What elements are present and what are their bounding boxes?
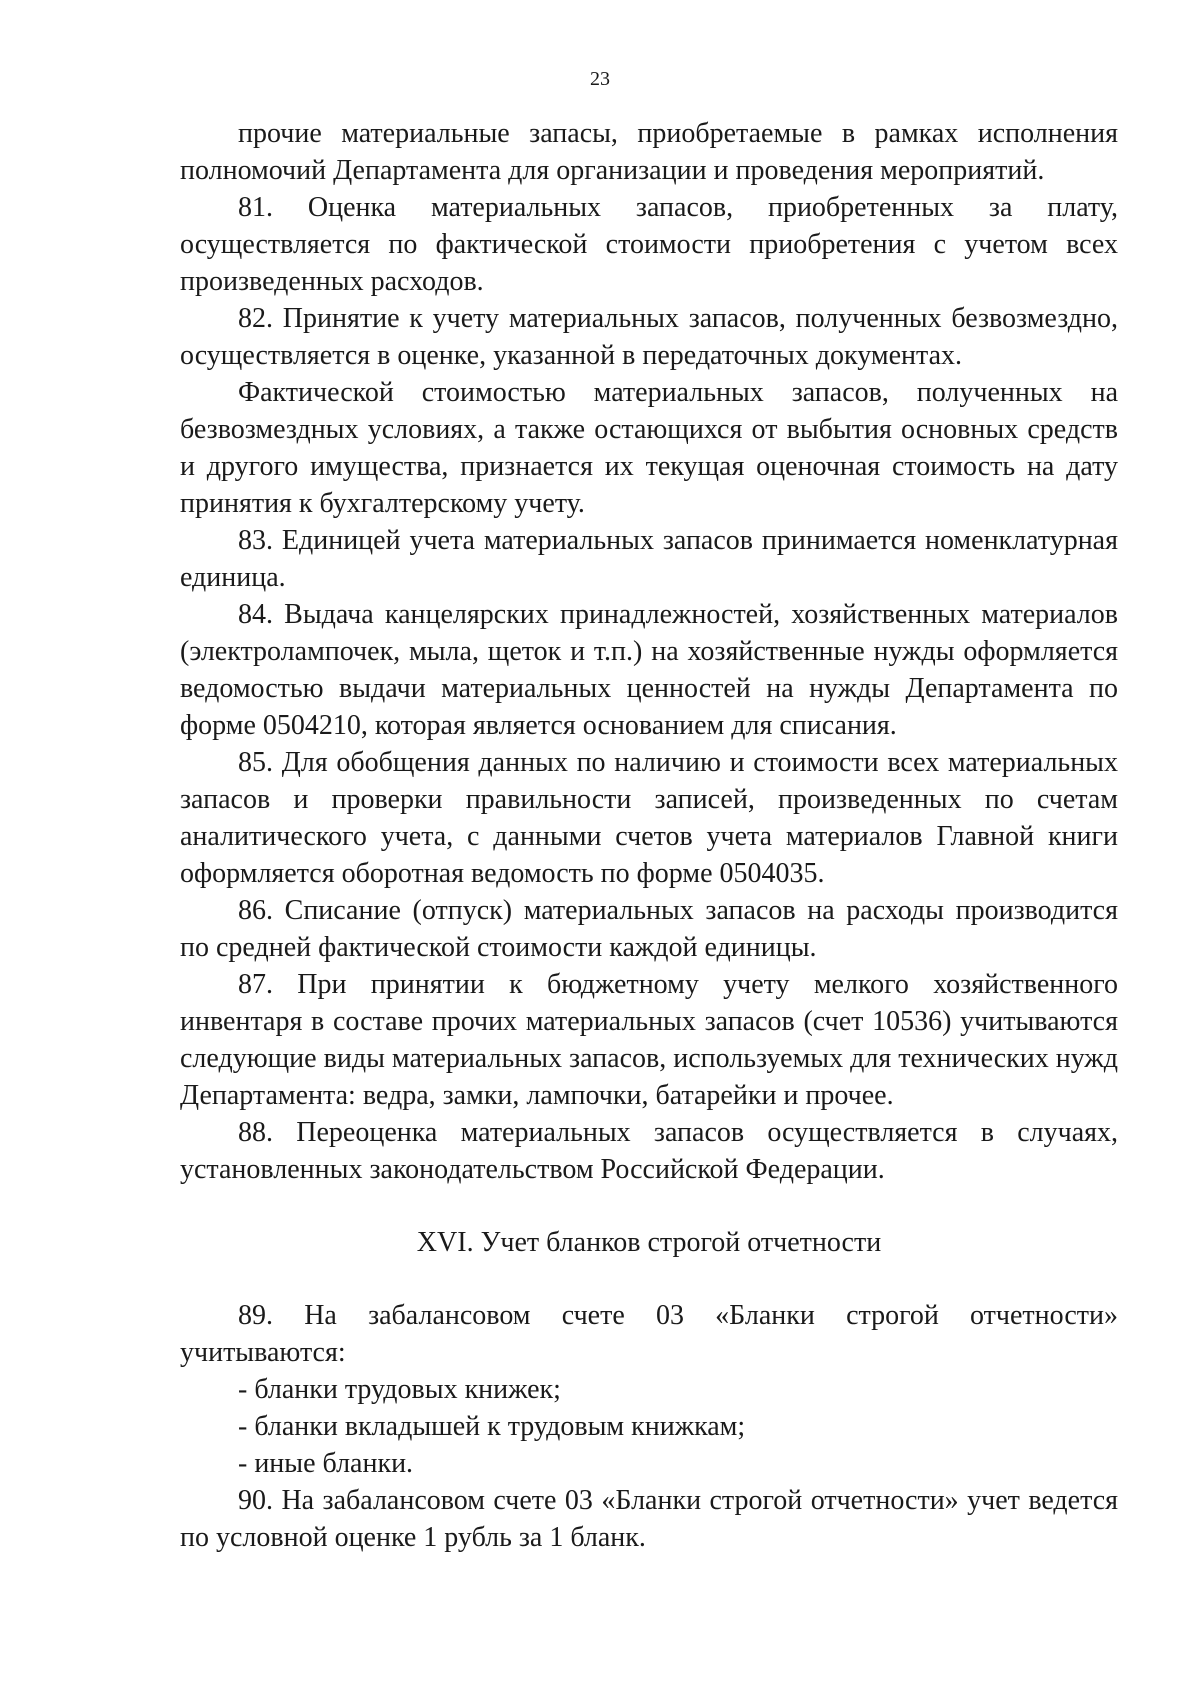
page-number: 23: [590, 68, 610, 90]
paragraph-82: 82. Принятие к учету материальных запасов, полученных безвозмездно, осуществляется в оценке, указанной в передаточных документах.: [180, 303, 1118, 371]
paragraph-86: 86. Списание (отпуск) материальных запасов на расходы производится по средней фактической стоимости каждой единицы.: [180, 895, 1118, 963]
paragraph-88: 88. Переоценка материальных запасов осуществляется в случаях, установленных законодательством Российской Федерации.: [180, 1117, 1118, 1185]
paragraph-82-actual-cost: Фактической стоимостью материальных запасов, полученных на безвозмездных условиях, а также остающихся от выбытия основных средств и другого имущества, признается их текущая оценочная стоимость на дату принятия к бухгалтерскому учету.: [180, 377, 1118, 519]
list-item: - бланки вкладышей к трудовым книжкам;: [238, 1411, 746, 1442]
paragraph-89: 89. На забалансовом счете 03 «Бланки строгой отчетности» учитываются:: [180, 1300, 1118, 1368]
paragraph-85: 85. Для обобщения данных по наличию и стоимости всех материальных запасов и проверки правильности записей, произведенных по счетам аналитического учета, с данными счетов учета материалов Главной книги оформляется оборотная ведомость по форме 0504035.: [180, 747, 1118, 889]
paragraph-continuation: прочие материальные запасы, приобретаемые в рамках исполнения полномочий Департамента для организации и проведения мероприятий.: [180, 118, 1118, 186]
paragraph-83: 83. Единицей учета материальных запасов принимается номенклатурная единица.: [180, 525, 1118, 593]
paragraph-81: 81. Оценка материальных запасов, приобретенных за плату, осуществляется по фактической стоимости приобретения с учетом всех произведенных расходов.: [180, 192, 1118, 297]
paragraph-87: 87. При принятии к бюджетному учету мелкого хозяйственного инвентаря в составе прочих материальных запасов (счет 10536) учитываются следующие виды материальных запасов, используемых для технических нужд Департамента: ведра, замки, лампочки, батарейки и прочее.: [180, 969, 1118, 1111]
paragraph-90: 90. На забалансовом счете 03 «Бланки строгой отчетности» учет ведется по условной оценке 1 рубль за 1 бланк.: [180, 1485, 1118, 1553]
list-item: - иные бланки.: [238, 1448, 414, 1479]
document-body: [180, 115, 1118, 1556]
paragraph-84: 84. Выдача канцелярских принадлежностей, хозяйственных материалов (электролампочек, мыла, щеток и т.п.) на хозяйственные нужды оформляется ведомостью выдачи материальных ценностей на нужды Департамента по форме 0504210, которая является основанием для списания.: [180, 599, 1118, 741]
section-heading: XVI. Учет бланков строгой отчетности: [416, 1227, 882, 1258]
list-item: - бланки трудовых книжек;: [238, 1374, 561, 1405]
